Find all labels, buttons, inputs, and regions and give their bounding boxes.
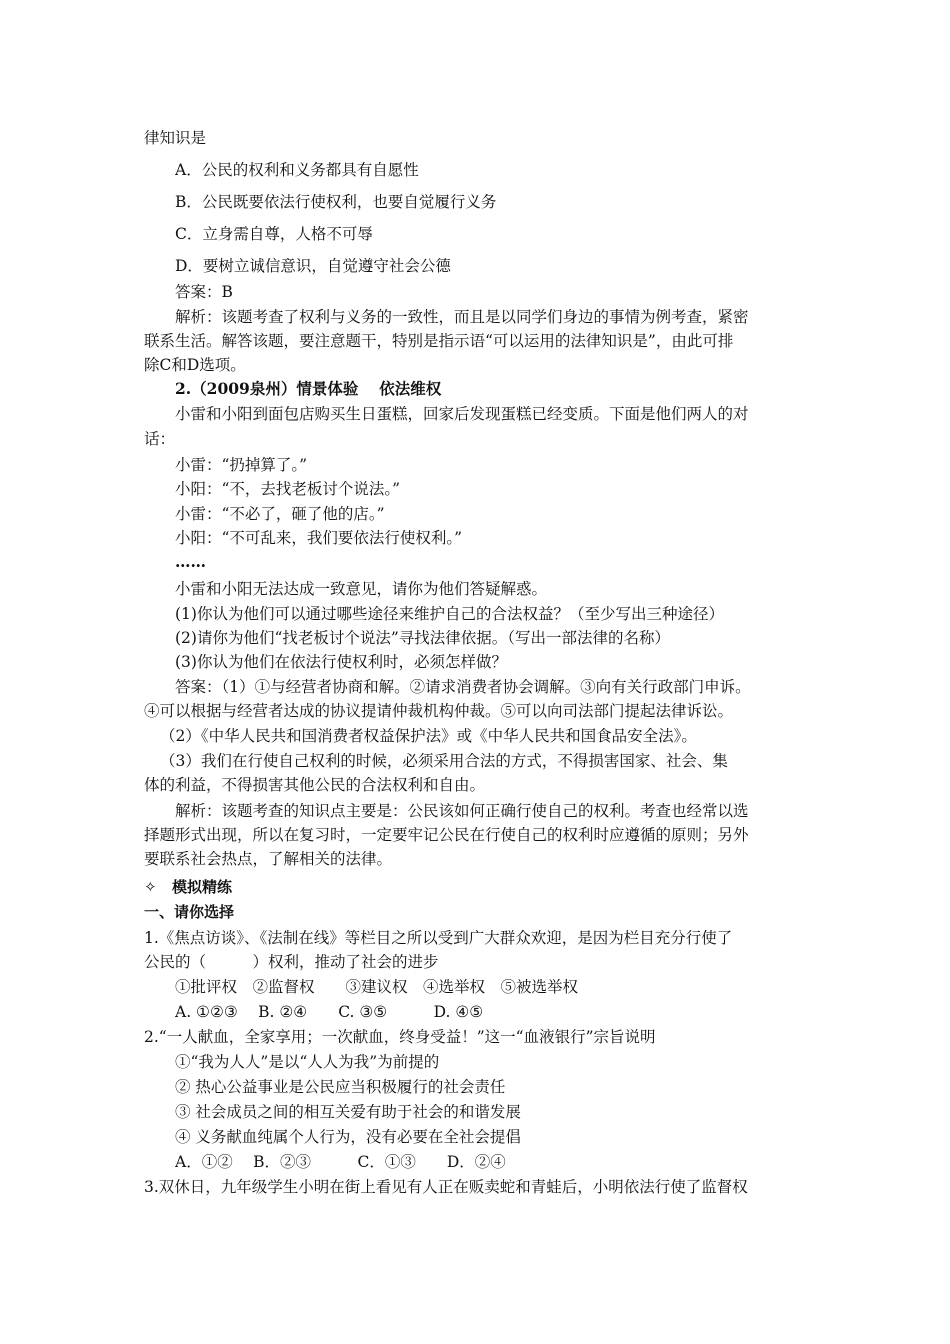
question-item: ④ 义务献血纯属个人行为，没有必要在全社会提倡 — [175, 1128, 521, 1146]
analysis-line: 要联系社会热点，了解相关的法律。 — [144, 850, 393, 868]
dialogue-line: 小阳：“不，去找老板讨个说法。” — [175, 480, 401, 498]
dialogue-line: 小雷：“不必了，砸了他的店。” — [175, 505, 385, 523]
analysis-line: 联系生活。解答该题，要注意题干，特别是指示语“可以运用的法律知识是”，由此可排 — [144, 332, 734, 350]
question-stem-end: 律知识是 — [144, 129, 207, 147]
section-heading — [144, 876, 814, 898]
question-stem: 1.《焦点访谈》、《法制在线》等栏目之所以受到广大群众欢迎，是因为栏目充分行使了 — [144, 929, 733, 947]
question-options: A. ①②③ B. ②④ C. ③⑤ D. ④⑤ — [175, 1003, 484, 1021]
option-b: B．公民既要依法行使权利，也要自觉履行义务 — [175, 193, 497, 211]
subsection-title: 一、请你选择 — [144, 903, 235, 921]
question-item: ② 热心公益事业是公民应当积极履行的社会责任 — [175, 1078, 506, 1096]
question-stem: 3.双休日，九年级学生小明在街上看见有人正在贩卖蛇和青蛙后，小明依法行使了监督权 — [144, 1178, 748, 1196]
answer-line: 答案：（1）①与经营者协商和解。②请求消费者协会调解。③向有关行政部门申诉。 — [175, 678, 751, 696]
ellipsis: …… — [175, 552, 206, 571]
subquestion: (3)你认为他们在依法行使权利时，必须怎样做？ — [175, 653, 507, 671]
question-title: 2.（2009泉州）情景体验 依法维权 — [175, 379, 442, 398]
question-item: ③ 社会成员之间的相互关爱有助于社会的和谐发展 — [175, 1103, 521, 1121]
answer-line: （2）《中华人民共和国消费者权益保护法》或《中华人民共和国食品安全法》。 — [160, 727, 697, 745]
question-stem: 2.“一人献血，全家享用；一次献血，终身受益！”这一“血液银行”宗旨说明 — [144, 1028, 656, 1046]
option-a: A．公民的权利和义务都具有自愿性 — [175, 161, 419, 179]
option-c: C．立身需自尊，人格不可辱 — [175, 225, 373, 243]
answer-line: 答案：B — [175, 283, 233, 301]
analysis-line: 择题形式出现，所以在复习时，一定要牢记公民在行使自己的权利时应遵循的原则；另外 — [144, 826, 749, 844]
answer-line: 体的利益，不得损害其他公民的合法权利和自由。 — [144, 776, 486, 794]
analysis-line: 除C和D选项。 — [144, 356, 246, 374]
subquestion: (1)你认为他们可以通过哪些途径来维护自己的合法权益？（至少写出三种途径） — [175, 605, 724, 623]
diamond-star-icon: ✧ — [144, 878, 157, 896]
dialogue-line: 小阳：“不可乱来，我们要依法行使权利。” — [175, 529, 463, 547]
question-stem: 公民的（ ）权利，推动了社会的进步 — [144, 953, 439, 971]
question-item: ①“我为人人”是以“人人为我”为前提的 — [175, 1053, 440, 1071]
dialogue-line: 小雷：“扔掉算了。” — [175, 456, 308, 474]
analysis-line: 解析：该题考查了权利与义务的一致性，而且是以同学们身边的事情为例考查，紧密 — [175, 308, 749, 326]
prompt-line: 小雷和小阳无法达成一致意见，请你为他们答疑解惑。 — [175, 580, 548, 598]
question-options: A．①② B．②③ C．①③ D．②④ — [175, 1153, 506, 1171]
section-title: 模拟精练 — [172, 878, 233, 896]
intro-line: 话： — [144, 430, 176, 448]
subquestion: (2)请你为他们“找老板讨个说法”寻找法律依据。（写出一部法律的名称） — [175, 629, 671, 647]
answer-line: ④可以根据与经营者达成的协议提请仲裁机构仲裁。⑤可以向司法部门提起法律诉讼。 — [144, 702, 734, 720]
analysis-line: 解析：该题考查的知识点主要是：公民该如何正确行使自己的权利。考查也经常以选 — [175, 802, 749, 820]
question-items: ①批评权 ②监督权 ③建议权 ④选举权 ⑤被选举权 — [175, 978, 579, 996]
intro-line: 小雷和小阳到面包店购买生日蛋糕，回家后发现蛋糕已经变质。下面是他们两人的对 — [175, 405, 749, 423]
answer-line: （3）我们在行使自己权利的时候，必须采用合法的方式，不得损害国家、社会、集 — [160, 752, 728, 770]
option-d: D．要树立诚信意识，自觉遵守社会公德 — [175, 257, 451, 275]
